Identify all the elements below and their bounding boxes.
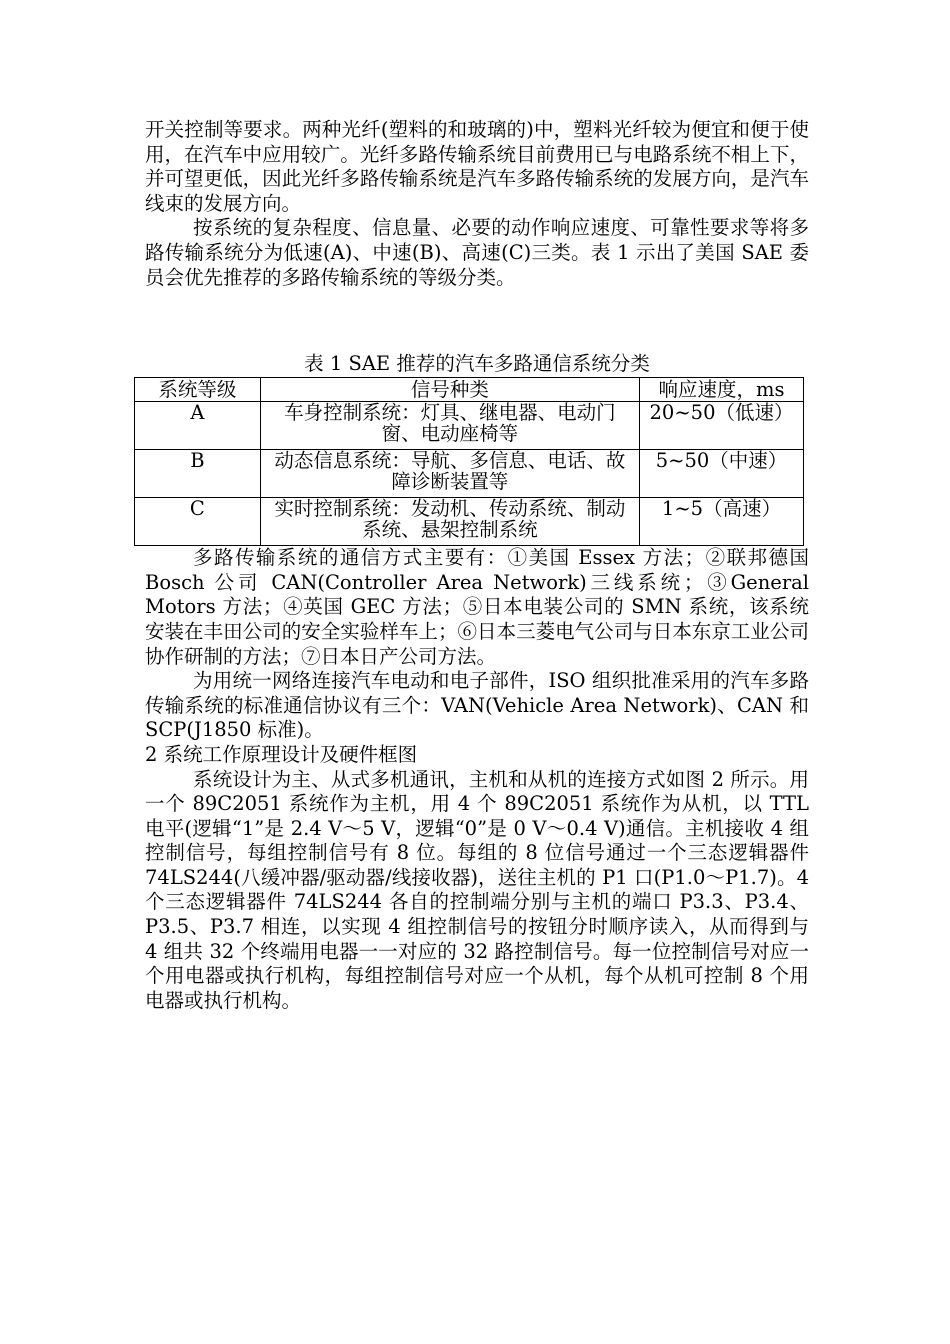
- table-cell-level: A: [135, 402, 261, 450]
- table-cell-level: B: [135, 450, 261, 498]
- table-cell-speed: 1~5（高速）: [640, 498, 804, 546]
- header-system-level: 系统等级: [135, 378, 261, 402]
- table-cell-speed: 20~50（低速）: [640, 402, 804, 450]
- table-header-row: [135, 378, 804, 402]
- spacer: [145, 290, 809, 352]
- paragraph-iso-protocols: 为用统一网络连接汽车电动和电子部件，ISO 组织批准采用的汽车多路传输系统的标准通信协议有三个：VAN(Vehicle Area Network)、CAN 和 SCP(J1850 标准)。: [145, 669, 809, 742]
- sae-classification-table: [134, 377, 804, 546]
- table-row: [135, 402, 804, 450]
- table-cell-signal: 实时控制系统：发动机、传动系统、制动系统、悬架控制系统: [260, 498, 639, 546]
- table-cell-level: C: [135, 498, 261, 546]
- section-heading: 2 系统工作原理设计及硬件框图: [145, 742, 418, 766]
- paragraph-classification: 按系统的复杂程度、信息量、必要的动作响应速度、可靠性要求等将多路传输系统分为低速(A)、中速(B)、高速(C)三类。表 1 示出了美国 SAE 委员会优先推荐的多路传输系统的等级分类。: [145, 216, 809, 289]
- table-row: [135, 498, 804, 546]
- header-response-speed: 响应速度，ms: [640, 378, 804, 402]
- paragraph-system-design: 系统设计为主、从式多机通讯，主机和从机的连接方式如图 2 所示。用一个 89C2051 系统作为主机，用 4 个 89C2051 系统作为从机，以 TTL 电平(逻辑“1”是 2.4 V～5 V，逻辑“0”是 0 V～0.4 V)通信。主机接收 4 组控制信号，每组控制信号有 8 位。每组的 8 位信号通过一个三态逻辑器件 74LS244(八缓冲器/驱动器/线接收器)，送往主机的 P1 口(P1.0～P1.7)。4 个三态逻辑器件 74LS244 各自的控制端分别与主机的端口 P3.3、P3.4、P3.5、P3.7 相连，以实现 4 组控制信号的按钮分时顺序读入，从而得到与 4 组共 32 个终端用电器一一对应的 32 路控制信号。每一位控制信号对应一个用电器或执行机构，每组控制信号对应一个从机，每个从机可控制 8 个用电器或执行机构。: [145, 767, 809, 1012]
- header-signal-type: 信号种类: [260, 378, 639, 402]
- table-cell-speed: 5~50（中速）: [640, 450, 804, 498]
- paragraph-communication-methods: 多路传输系统的通信方式主要有：①美国 Essex 方法；②联邦德国 Bosch 公司 CAN(Controller Area Network)三线系统；③General Motors 方法；④英国 GEC 方法；⑤日本电装公司的 SMN 系统，该系统安装在丰田公司的安全实验样车上；⑥日本三菱电气公司与日本东京工业公司协作研制的方法；⑦日本日产公司方法。: [145, 546, 809, 668]
- table-row: [135, 450, 804, 498]
- table-caption: 表 1 SAE 推荐的汽车多路通信系统分类: [304, 352, 650, 376]
- table-cell-signal: 车身控制系统：灯具、继电器、电动门窗、电动座椅等: [260, 402, 639, 450]
- document-page: [145, 118, 809, 1013]
- table-cell-signal: 动态信息系统：导航、多信息、电话、故障诊断装置等: [260, 450, 639, 498]
- paragraph-fiber-optics: 开关控制等要求。两种光纤(塑料的和玻璃的)中，塑料光纤较为便宜和便于使用，在汽车中应用较广。光纤多路传输系统目前费用已与电路系统不相上下，并可望更低，因此光纤多路传输系统是汽车多路传输系统的发展方向，是汽车线束的发展方向。: [145, 118, 809, 215]
